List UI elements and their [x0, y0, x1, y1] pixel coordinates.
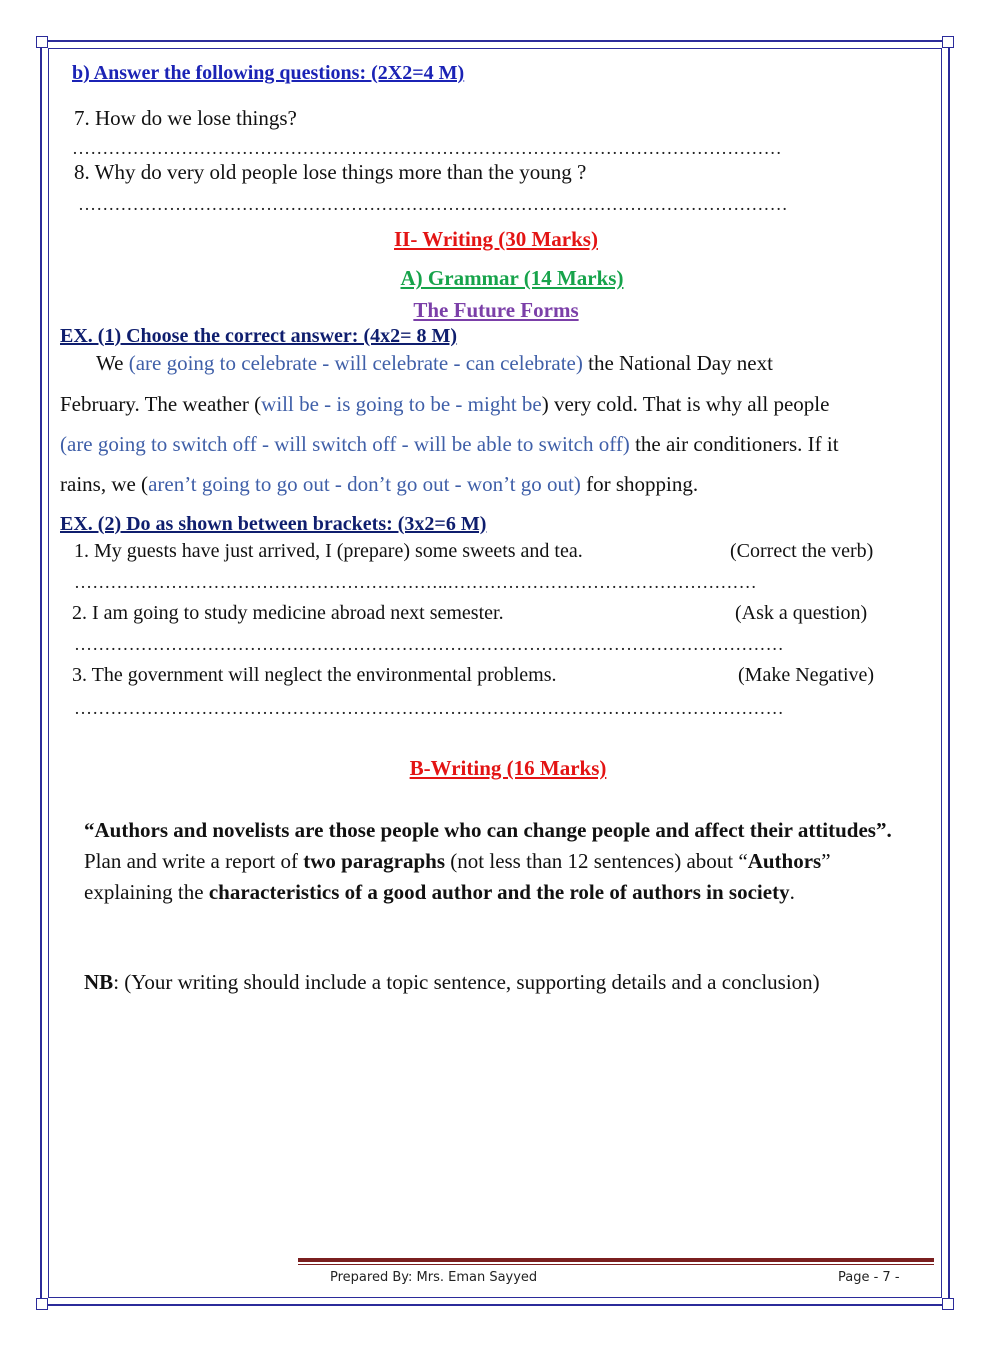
section-b-title: b) Answer the following questions: (2X2=4 M): [72, 62, 465, 84]
ex2-item-1: 1. My guests have just arrived, I (prepare) some sweets and tea.: [74, 540, 583, 562]
writing-quote: “Authors and novelists are those people who can change people and affect their attitudes”.: [84, 818, 892, 842]
question-7: 7. How do we lose things?: [74, 106, 297, 130]
ex1-line-3: [60, 424, 839, 464]
writing-text-2: (not less than 12 sentences) about “: [445, 849, 748, 873]
ex2-item-3-instruction: (Make Negative): [738, 664, 875, 686]
ex2-item-2-instruction: (Ask a question): [735, 602, 868, 624]
ex1-title: EX. (1) Choose the correct answer: (4x2= 8 M): [60, 325, 458, 347]
ex1-line-4: [60, 464, 698, 504]
ex2-title: EX. (2) Do as shown between brackets: (3x2=6 M): [60, 513, 487, 535]
future-forms-title: [0, 298, 992, 323]
answer-line-7: ………………………………………………………………………………………………………: [72, 138, 782, 158]
grammar-title: [0, 266, 992, 291]
writing-bold-2: Authors: [747, 849, 822, 873]
ex1-choice-4: aren’t going to go out - don’t go out - won’t go out): [148, 472, 581, 496]
writing-section-title: [0, 227, 992, 252]
ex1-line-2: [60, 384, 829, 424]
ex1-text-1: We: [96, 351, 129, 375]
border-corner-bottom-left: [36, 1298, 48, 1310]
ex1-text-4: ) very cold. That is why all people: [541, 392, 830, 416]
ex1-choice-2: will be - is going to be - might be: [261, 392, 542, 416]
future-forms-title-text: The Future Forms: [413, 298, 579, 322]
writing-prompt: [84, 815, 924, 908]
border-corner-top-left: [36, 36, 48, 48]
writing-text-4: .: [789, 880, 795, 904]
ex2-item-3: 3. The government will neglect the environmental problems.: [72, 664, 557, 686]
b-writing-title-text: B-Writing (16 Marks): [409, 756, 607, 780]
footer-page-number: Page - 7 -: [838, 1270, 900, 1285]
writing-bold-3: characteristics of a good author and the role of authors in society: [208, 880, 790, 904]
nb-label: NB: [84, 970, 114, 994]
ex1-text-5: the air conditioners. If it: [629, 432, 839, 456]
writing-text-3: ” explaining the: [84, 849, 831, 904]
footer-prepared-by: Prepared By: Mrs. Eman Sayyed: [330, 1270, 538, 1285]
footer-rule-thin: [298, 1264, 934, 1265]
footer-rule-thick: [298, 1258, 934, 1262]
ex1-text-3: February. The weather (: [60, 392, 262, 416]
writing-nb: [84, 970, 820, 995]
question-8: 8. Why do very old people lose things more than the young ?: [74, 160, 587, 184]
writing-section-title-text: II- Writing (30 Marks): [394, 227, 598, 251]
answer-line-8: ………………………………………………………………………………………………………: [78, 194, 788, 214]
ex1-choice-3: (are going to switch off - will switch off - will be able to switch off): [60, 432, 630, 456]
ex1-text-7: for shopping.: [580, 472, 699, 496]
border-corner-bottom-right: [942, 1298, 954, 1310]
ex2-answer-line-3: ………………………………………………………………………………………………………: [74, 698, 784, 718]
ex2-answer-line-2: ………………………………………………………………………………………………………: [74, 634, 784, 654]
nb-text: : (Your writing should include a topic sentence, supporting details and a conclusion): [113, 970, 820, 994]
ex1-text-6: rains, we (: [60, 472, 149, 496]
writing-bold-1: two paragraphs: [303, 849, 446, 873]
ex2-answer-line-1: ……………………………………………………..……………………………………………: [74, 572, 757, 592]
ex1-choice-1: (are going to celebrate - will celebrate - can celebrate): [128, 351, 583, 375]
writing-text-1: Plan and write a report of: [84, 849, 304, 873]
grammar-title-text: A) Grammar (14 Marks): [400, 266, 624, 290]
b-writing-title: [0, 756, 992, 781]
ex2-item-1-instruction: (Correct the verb): [730, 540, 874, 562]
border-corner-top-right: [942, 36, 954, 48]
ex2-item-2: 2. I am going to study medicine abroad next semester.: [72, 602, 504, 624]
ex1-line-1: [96, 343, 773, 383]
ex1-text-2: the National Day next: [582, 351, 773, 375]
